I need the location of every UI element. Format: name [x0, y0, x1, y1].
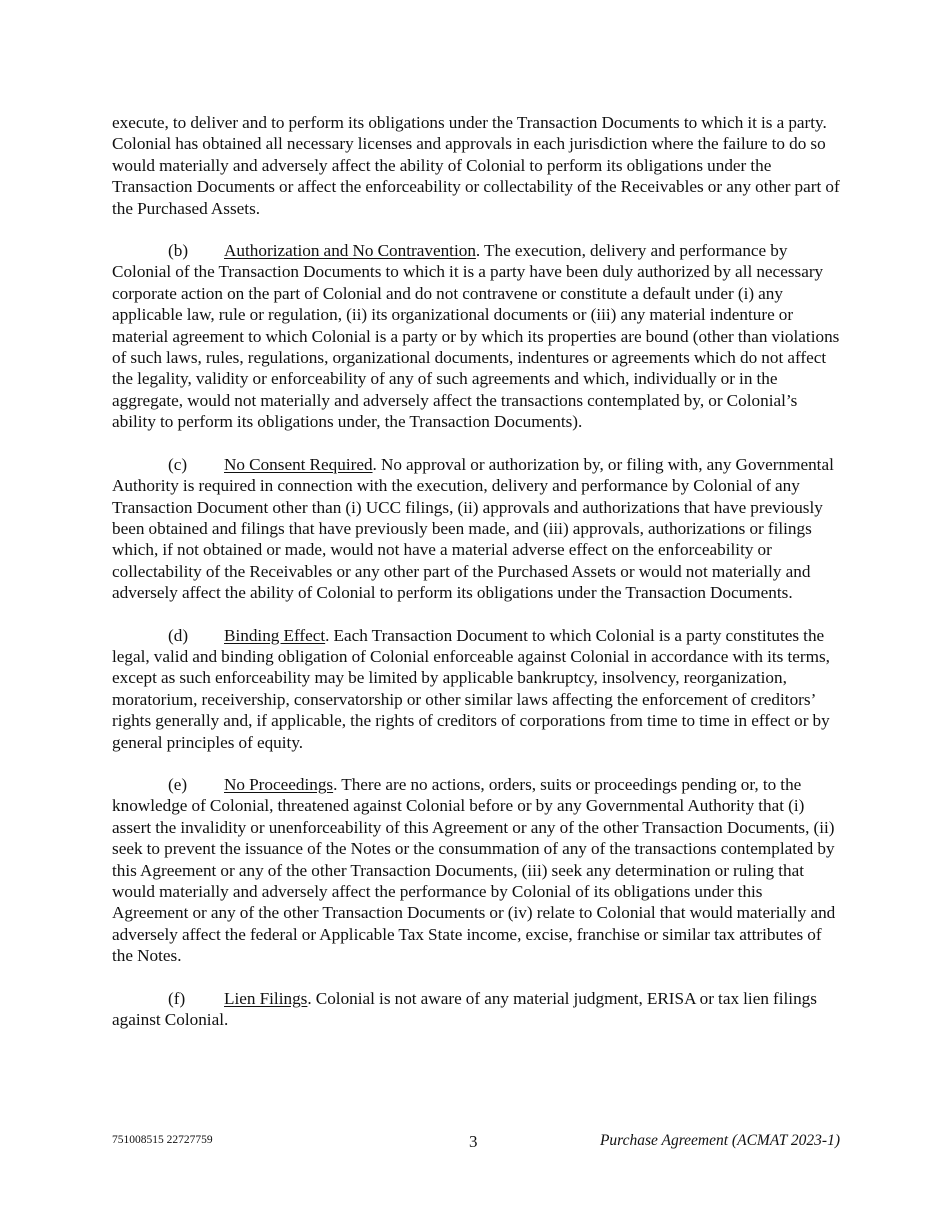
section-number: (c): [168, 454, 188, 474]
section-heading: No Consent Required: [224, 454, 373, 474]
section-heading: Binding Effect: [224, 625, 326, 645]
footer-document-id: 751008515 22727759: [112, 1134, 213, 1146]
document-body: [112, 112, 840, 1051]
paragraph-text: . There are no actions, orders, suits or proceedings pending or, to the knowledge of Colonial, threatened against Colonial before or by any Governmental Authority that (i) assert the invalidity or unenforceability of this Agreement or any of the other Transaction Documents, (ii) seek to prevent the issuance of the Notes or the consummation of any of the transactions contemplated by this Agreement or any of the other Transaction Documents, (iii) seek any determination or ruling that would materially and adversely affect the performance by Colonial of its obligations under this Agreement or any of the other Transaction Documents or (iv) relate to Colonial that would materially and adversely affect the federal or Applicable Tax State income, excise, franchise or similar tax attributes of the Notes.: [112, 774, 836, 966]
section-heading: Lien Filings: [224, 988, 308, 1008]
paragraph-text: . No approval or authorization by, or filing with, any Governmental Authority is required in connection with the execution, delivery and performance by Colonial of any Transaction Document other than (i) UCC filings, (ii) approvals and authorizations that have previously been obtained and filings that have previously been made, and (iii) approvals, authorizations or filings which, if not obtained or made, would not have a material adverse effect on the enforceability or collectability of the Receivables or any other part of the Purchased Assets or would not materially and adversely affect the ability of Colonial to perform its obligations under the Transaction Documents.: [112, 454, 834, 603]
section-b-authorization: [112, 240, 840, 433]
paragraph-text: execute, to deliver and to perform its obligations under the Transaction Documents to which it is a party. Colonial has obtained all necessary licenses and approvals in each jurisdiction where the failure to do so would materially and adversely affect the ability of Colonial to perform its obligations under the Transaction Documents or affect the enforceability or collectability of the Receivables or any other part of the Purchased Assets.: [112, 113, 840, 218]
section-e-no-proceedings: [112, 774, 840, 967]
paragraph-a-continued: [112, 112, 840, 219]
footer-page-number: 3: [469, 1132, 478, 1151]
footer-document-title: Purchase Agreement (ACMAT 2023-1): [599, 1132, 840, 1149]
section-f-lien-filings: [112, 988, 840, 1031]
section-heading: Authorization and No Contravention: [224, 241, 476, 261]
section-number: (d): [168, 625, 189, 645]
section-d-binding-effect: [112, 625, 840, 753]
section-c-no-consent: [112, 454, 840, 604]
section-number: (e): [168, 774, 188, 794]
page-footer: [112, 1132, 840, 1154]
paragraph-text: . The execution, delivery and performance by Colonial of the Transaction Documents to which it is a party have been duly authorized by all necessary corporate action on the part of Colonial and do not contravene or constitute a default under (i) any applicable law, rule or regulation, (ii) its organizational documents or (iii) any material indenture or material agreement to which Colonial is a party or by which its properties are bound (other than violations of such laws, rules, regulations, organizational documents, indentures or agreements which do not affect the legality, validity or enforceability of any of such agreements and which, individually or in the aggregate, would not materially and adversely affect the transactions contemplated by, or Colonial’s ability to perform its obligations under, the Transaction Documents).: [112, 241, 840, 432]
section-heading: No Proceedings: [224, 774, 334, 794]
paragraph-text: . Each Transaction Document to which Colonial is a party constitutes the legal, valid and binding obligation of Colonial enforceable against Colonial in accordance with its terms, except as such enforceability may be limited by applicable bankruptcy, insolvency, reorganization, moratorium, receivership, conservatorship or other similar laws affecting the enforcement of creditors’ rights generally and, if applicable, the rights of creditors of corporations from time to time in effect or by general principles of equity.: [112, 625, 830, 752]
section-number: (f): [168, 988, 186, 1008]
section-number: (b): [168, 241, 189, 261]
paragraph-text: . Colonial is not aware of any material judgment, ERISA or tax lien filings against Colonial.: [112, 988, 817, 1030]
